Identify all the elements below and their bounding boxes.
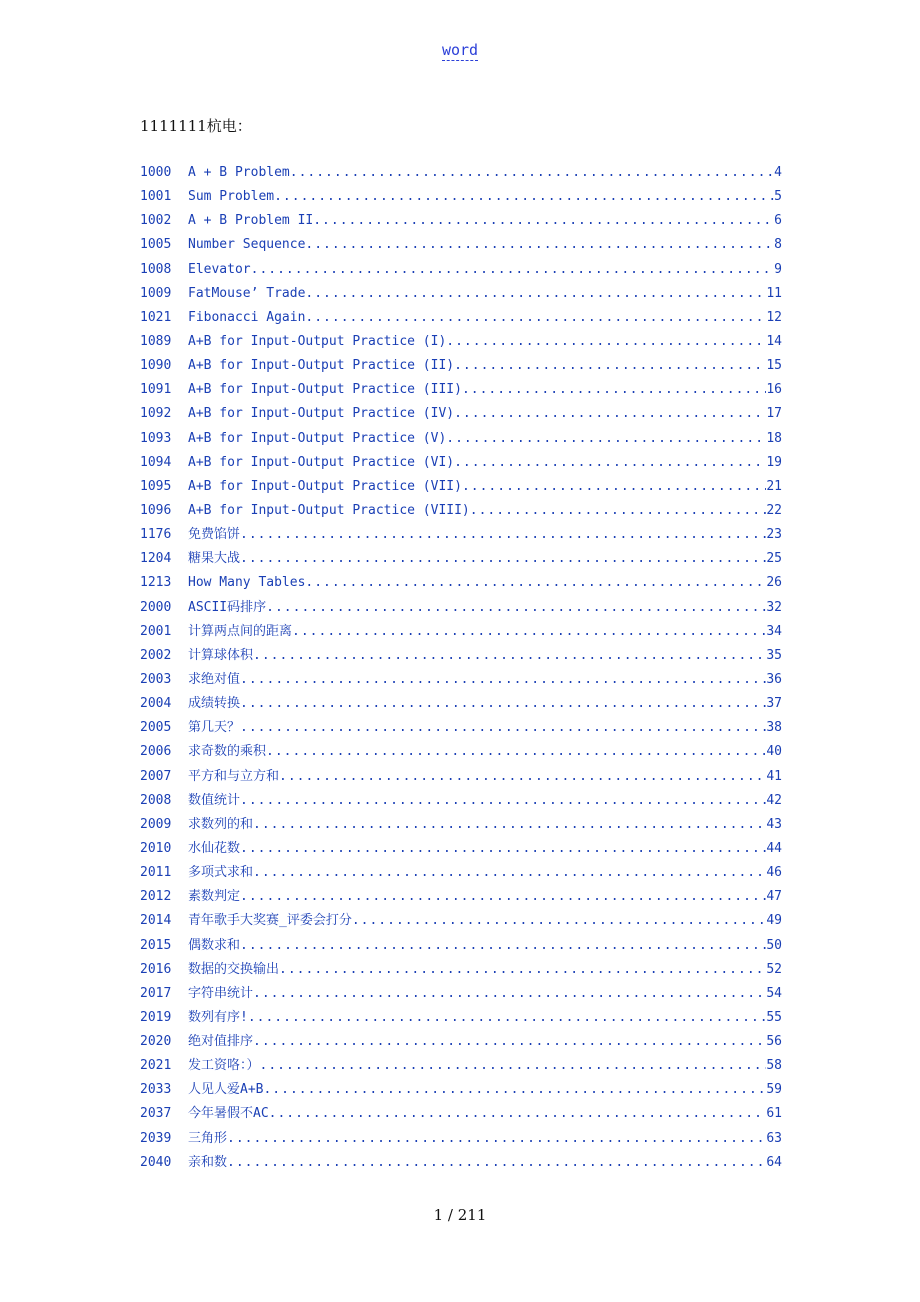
- toc-entry-title: 免费馅饼: [188, 527, 241, 543]
- toc-entry-number: 2037: [140, 1106, 172, 1122]
- toc-entry[interactable]: [140, 1078, 782, 1102]
- toc-dot-leader: [266, 740, 766, 764]
- toc-entry-title: 人见人爱A+B: [188, 1082, 264, 1098]
- toc-entry-number: 1091: [140, 382, 172, 398]
- toc-entry-title: 偶数求和: [188, 937, 241, 953]
- toc-dot-leader: [240, 837, 766, 861]
- toc-entry-page: 16: [766, 382, 782, 398]
- toc-entry-page: 34: [766, 623, 782, 639]
- toc-entry-number: 2039: [140, 1130, 172, 1146]
- toc-dot-leader: [240, 934, 766, 958]
- toc-dot-leader: [305, 306, 766, 330]
- toc-entry-title: A+B for Input-Output Practice (V): [188, 430, 447, 446]
- toc-dot-leader: [279, 958, 766, 982]
- toc-entry-title: A+B for Input-Output Practice (VI): [188, 454, 455, 470]
- toc-dot-leader: [227, 1151, 766, 1175]
- toc-entry-number: 1092: [140, 406, 172, 422]
- toc-dot-leader: [462, 378, 766, 402]
- toc-dot-leader: [248, 1006, 767, 1030]
- table-of-contents: [140, 161, 782, 1175]
- toc-entry[interactable]: [140, 1151, 782, 1175]
- toc-entry[interactable]: [140, 282, 782, 306]
- toc-entry-page: 4: [774, 165, 782, 180]
- toc-entry-page: 61: [766, 1106, 782, 1122]
- toc-dot-leader: [240, 692, 766, 716]
- toc-dot-leader: [240, 668, 766, 692]
- toc-entry[interactable]: [140, 789, 782, 813]
- toc-dot-leader: [253, 644, 766, 668]
- toc-entry[interactable]: [140, 620, 782, 644]
- toc-entry-title: 第几天？: [188, 720, 241, 736]
- toc-entry-page: 56: [766, 1034, 782, 1050]
- toc-entry[interactable]: [140, 1006, 782, 1030]
- toc-entry-title: 亲和数: [188, 1154, 228, 1170]
- toc-entry[interactable]: [140, 668, 782, 692]
- toc-dot-leader: [227, 1127, 766, 1151]
- toc-entry-number: 1096: [140, 502, 172, 518]
- toc-entry-number: 2011: [140, 865, 172, 881]
- toc-entry-page: 14: [766, 333, 782, 349]
- toc-entry[interactable]: [140, 258, 782, 282]
- toc-entry-page: 36: [766, 671, 782, 687]
- toc-entry[interactable]: [140, 571, 782, 595]
- toc-entry-number: 2019: [140, 1009, 172, 1025]
- toc-entry-number: 2009: [140, 816, 172, 832]
- toc-entry-title: Elevator: [188, 261, 251, 277]
- toc-entry-number: 2021: [140, 1058, 172, 1074]
- toc-dot-leader: [240, 885, 766, 909]
- toc-entry-page: 49: [766, 913, 782, 929]
- toc-entry-number: 2010: [140, 840, 172, 856]
- toc-entry-title: ASCII码排序: [188, 599, 267, 615]
- toc-entry-title: 发工资咯：）: [188, 1058, 260, 1074]
- toc-entry-title: 青年歌手大奖赛_评委会打分: [188, 913, 352, 929]
- toc-entry[interactable]: [140, 523, 782, 547]
- toc-entry-number: 2014: [140, 913, 172, 929]
- toc-entry-number: 2033: [140, 1082, 172, 1098]
- toc-entry[interactable]: [140, 402, 782, 426]
- toc-dot-leader: [260, 1054, 767, 1078]
- toc-entry-number: 1093: [140, 430, 172, 446]
- toc-dot-leader: [279, 765, 766, 789]
- toc-entry-page: 25: [766, 551, 782, 567]
- toc-entry-number: 2008: [140, 792, 172, 808]
- toc-entry-number: 1095: [140, 478, 172, 494]
- toc-entry-page: 18: [766, 430, 782, 446]
- toc-entry-number: 1000: [140, 165, 172, 180]
- toc-dot-leader: [253, 982, 766, 1006]
- toc-entry-page: 8: [774, 237, 782, 253]
- toc-entry-title: 求数列的和: [188, 816, 254, 832]
- toc-entry-number: 1094: [140, 454, 172, 470]
- toc-entry-title: Fibonacci Again: [188, 309, 306, 325]
- toc-entry-number: 2005: [140, 720, 172, 736]
- toc-entry-title: 求奇数的乘积: [188, 744, 267, 760]
- toc-entry-page: 63: [766, 1130, 782, 1146]
- toc-entry[interactable]: [140, 1030, 782, 1054]
- toc-entry-number: 2007: [140, 768, 172, 784]
- toc-entry[interactable]: [140, 1127, 782, 1151]
- toc-entry-number: 1008: [140, 261, 172, 277]
- toc-entry-number: 1021: [140, 309, 172, 325]
- toc-entry-page: 42: [766, 792, 782, 808]
- toc-entry-number: 1002: [140, 213, 172, 229]
- toc-dot-leader: [253, 861, 766, 885]
- toc-dot-leader: [454, 451, 766, 475]
- toc-entry-title: 计算球体积: [188, 647, 254, 663]
- toc-entry[interactable]: [140, 813, 782, 837]
- toc-entry[interactable]: [140, 354, 782, 378]
- toc-entry[interactable]: [140, 692, 782, 716]
- toc-entry-page: 38: [766, 720, 782, 736]
- toc-entry[interactable]: [140, 982, 782, 1006]
- toc-entry-title: A+B for Input-Output Practice (I): [188, 333, 447, 349]
- toc-entry-page: 37: [766, 696, 782, 712]
- toc-entry-title: 字符串统计: [188, 985, 254, 1001]
- toc-entry-page: 59: [766, 1082, 782, 1098]
- toc-entry-number: 2017: [140, 985, 172, 1001]
- toc-entry[interactable]: [140, 499, 782, 523]
- toc-entry-number: 1005: [140, 237, 172, 253]
- header-word-link[interactable]: word: [441, 41, 479, 59]
- toc-entry-number: 1204: [140, 551, 172, 567]
- toc-dot-leader: [305, 571, 766, 595]
- toc-entry-number: 2004: [140, 696, 172, 712]
- toc-entry-number: 2020: [140, 1034, 172, 1050]
- toc-entry[interactable]: [140, 427, 782, 451]
- toc-entry-title: Sum Problem: [188, 189, 275, 205]
- toc-entry[interactable]: [140, 861, 782, 885]
- toc-entry-title: A+B for Input-Output Practice (II): [188, 358, 455, 374]
- toc-entry-number: 2002: [140, 647, 172, 663]
- toc-dot-leader: [251, 258, 775, 282]
- toc-entry-number: 1089: [140, 333, 172, 349]
- toc-entry-number: 1009: [140, 285, 172, 301]
- toc-entry-page: 55: [766, 1009, 782, 1025]
- toc-dot-leader: [292, 620, 766, 644]
- toc-entry-page: 19: [766, 454, 782, 470]
- toc-entry-number: 2016: [140, 961, 172, 977]
- toc-entry-page: 46: [766, 865, 782, 881]
- toc-dot-leader: [313, 209, 774, 233]
- toc-entry-page: 9: [774, 261, 782, 277]
- toc-entry-title: A+B for Input-Output Practice (VIII): [188, 502, 470, 518]
- toc-entry-number: 2012: [140, 889, 172, 905]
- toc-entry-page: 12: [766, 309, 782, 325]
- toc-entry[interactable]: [140, 740, 782, 764]
- toc-entry-title: How Many Tables: [188, 575, 306, 591]
- toc-entry-title: 水仙花数: [188, 840, 241, 856]
- toc-entry-title: FatMouse’ Trade: [188, 285, 306, 301]
- section-heading: 1111111杭电：: [140, 117, 252, 135]
- toc-entry-number: 2000: [140, 599, 172, 615]
- toc-entry-title: A + B Problem II: [188, 213, 314, 229]
- toc-dot-leader: [240, 789, 766, 813]
- toc-entry-page: 35: [766, 647, 782, 663]
- toc-entry[interactable]: [140, 547, 782, 571]
- toc-dot-leader: [240, 523, 766, 547]
- toc-entry[interactable]: [140, 934, 782, 958]
- toc-entry-title: 求绝对值: [188, 671, 241, 687]
- toc-entry-title: 糖果大战: [188, 551, 241, 567]
- toc-dot-leader: [462, 475, 766, 499]
- toc-dot-leader: [446, 330, 766, 354]
- toc-entry[interactable]: [140, 475, 782, 499]
- toc-entry-title: A + B Problem: [188, 165, 290, 180]
- toc-entry-title: 数值统计: [188, 792, 241, 808]
- toc-entry-page: 21: [766, 478, 782, 494]
- toc-entry-page: 23: [766, 527, 782, 543]
- toc-entry[interactable]: [140, 451, 782, 475]
- toc-dot-leader: [269, 1102, 767, 1126]
- toc-entry-page: 47: [766, 889, 782, 905]
- toc-dot-leader: [253, 813, 766, 837]
- page-header: [0, 40, 920, 59]
- toc-entry-page: 11: [766, 285, 782, 301]
- toc-entry-page: 5: [774, 189, 782, 205]
- toc-entry[interactable]: [140, 161, 782, 185]
- toc-entry[interactable]: [140, 1054, 782, 1078]
- toc-entry-page: 26: [766, 575, 782, 591]
- toc-entry[interactable]: [140, 909, 782, 933]
- toc-dot-leader: [446, 427, 766, 451]
- toc-entry-page: 6: [774, 213, 782, 229]
- toc-dot-leader: [352, 909, 767, 933]
- toc-entry-number: 2040: [140, 1154, 172, 1170]
- toc-dot-leader: [263, 1078, 766, 1102]
- toc-entry-title: 绝对值排序: [188, 1034, 254, 1050]
- toc-entry-number: 2001: [140, 623, 172, 639]
- toc-entry-title: 数据的交换输出: [188, 961, 280, 977]
- toc-dot-leader: [240, 716, 766, 740]
- toc-dot-leader: [290, 161, 774, 185]
- toc-entry-number: 1001: [140, 189, 172, 205]
- toc-entry-number: 2015: [140, 937, 172, 953]
- toc-entry[interactable]: [140, 306, 782, 330]
- toc-entry-page: 17: [766, 406, 782, 422]
- toc-entry[interactable]: [140, 596, 782, 620]
- toc-entry-title: 三角形: [188, 1130, 228, 1146]
- toc-entry-page: 43: [766, 816, 782, 832]
- toc-dot-leader: [240, 547, 766, 571]
- toc-entry-title: 平方和与立方和: [188, 768, 280, 784]
- toc-entry-page: 44: [766, 840, 782, 856]
- toc-entry-number: 1176: [140, 527, 172, 543]
- toc-entry[interactable]: [140, 185, 782, 209]
- toc-entry-page: 41: [766, 768, 782, 784]
- toc-entry-title: 计算两点间的距离: [188, 623, 293, 639]
- toc-entry[interactable]: [140, 330, 782, 354]
- toc-dot-leader: [253, 1030, 766, 1054]
- toc-entry-page: 15: [766, 358, 782, 374]
- toc-entry-number: 2006: [140, 744, 172, 760]
- toc-entry-number: 1090: [140, 358, 172, 374]
- toc-dot-leader: [266, 596, 766, 620]
- toc-dot-leader: [305, 282, 766, 306]
- toc-entry-title: 数列有序!: [188, 1009, 248, 1025]
- toc-entry-page: 32: [766, 599, 782, 615]
- toc-entry-page: 58: [766, 1058, 782, 1074]
- toc-entry[interactable]: [140, 233, 782, 257]
- toc-entry[interactable]: [140, 644, 782, 668]
- toc-dot-leader: [305, 233, 774, 257]
- toc-entry-number: 2003: [140, 671, 172, 687]
- toc-entry-title: A+B for Input-Output Practice (III): [188, 382, 462, 398]
- toc-entry[interactable]: [140, 1102, 782, 1126]
- toc-dot-leader: [454, 402, 766, 426]
- toc-entry[interactable]: [140, 958, 782, 982]
- toc-entry[interactable]: [140, 837, 782, 861]
- toc-entry-title: 素数判定: [188, 889, 241, 905]
- toc-dot-leader: [454, 354, 766, 378]
- toc-dot-leader: [470, 499, 767, 523]
- toc-dot-leader: [274, 185, 774, 209]
- page-number: 1 / 211: [433, 1206, 487, 1224]
- toc-entry-page: 64: [766, 1154, 782, 1170]
- toc-entry[interactable]: [140, 885, 782, 909]
- toc-entry-page: 54: [766, 985, 782, 1001]
- toc-entry-title: 多项式求和: [188, 865, 254, 881]
- toc-entry-title: A+B for Input-Output Practice (VII): [188, 478, 462, 494]
- toc-entry[interactable]: [140, 378, 782, 402]
- toc-entry-title: A+B for Input-Output Practice (IV): [188, 406, 455, 422]
- toc-entry-title: Number Sequence: [188, 237, 306, 253]
- toc-entry-title: 成绩转换: [188, 696, 241, 712]
- toc-entry-page: 40: [766, 744, 782, 760]
- toc-entry-page: 52: [766, 961, 782, 977]
- toc-entry[interactable]: [140, 716, 782, 740]
- toc-entry-page: 22: [766, 502, 782, 518]
- toc-entry-page: 50: [766, 937, 782, 953]
- toc-entry-title: 今年暑假不AC: [188, 1106, 269, 1122]
- toc-entry-number: 1213: [140, 575, 172, 591]
- toc-entry[interactable]: [140, 209, 782, 233]
- toc-entry[interactable]: [140, 765, 782, 789]
